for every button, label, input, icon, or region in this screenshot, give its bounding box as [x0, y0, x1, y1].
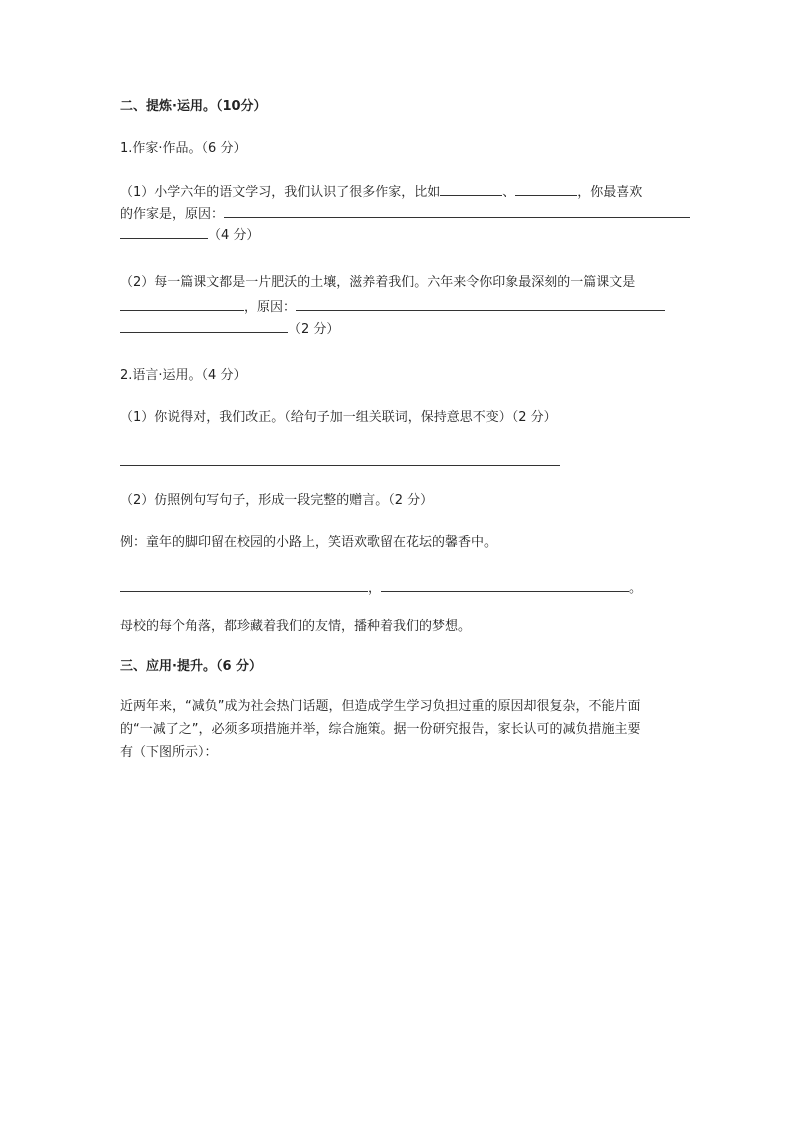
question-1-1-text: （1）小学六年的语文学习，我们认识了很多作家，比如 [120, 185, 441, 200]
imitation-answer-line [120, 577, 642, 598]
question-2-title: 2.语言·运用。（4 分） [120, 368, 247, 383]
question-1-1-line-1 [120, 181, 642, 202]
question-1-title: 1.作家·作品。（6 分） [120, 141, 247, 156]
separator: 、 [502, 185, 516, 200]
question-1-1-score: （4 分） [208, 228, 260, 243]
answer-blank-imitation-1[interactable] [120, 577, 368, 592]
section-3-paragraph-line-2: 的“一减了之”，必须多项措施并举，综合施策。据一份研究报告，家长认可的减负措施主要 [120, 722, 641, 737]
closing-sentence: 母校的每个角落，都珍藏着我们的友情，播种着我们的梦想。 [120, 619, 472, 634]
question-1-2-line-1: （2）每一篇课文都是一片肥沃的土壤，滋养着我们。六年来令你印象最深刻的一篇课文是 [120, 275, 636, 290]
answer-blank-author-2[interactable] [515, 181, 577, 196]
answer-blank-reason-2[interactable] [296, 296, 665, 311]
question-1-2-score: （2 分） [288, 322, 340, 337]
question-1-2-line-3 [120, 318, 339, 339]
answer-blank-imitation-2[interactable] [381, 577, 629, 592]
section-3-heading: 三、应用·提升。（6 分） [120, 659, 263, 674]
question-1-1-line-2 [120, 203, 690, 224]
question-1-2-text-2: ，原因： [244, 300, 297, 315]
question-2-2-text: （2）仿照例句写句子，形成一段完整的赠言。（2 分） [120, 493, 434, 508]
question-2-1-text: （1）你说得对，我们改正。（给句子加一组关联词，保持意思不变）（2 分） [120, 410, 557, 425]
period: 。 [629, 581, 643, 596]
answer-line-rewrite[interactable] [120, 465, 560, 466]
answer-blank-reason-1[interactable] [224, 203, 690, 218]
question-1-1-text-end: ，你最喜欢 [577, 185, 643, 200]
section-3-paragraph-line-3: 有（下图所示）： [120, 745, 218, 760]
question-1-1-text-2: 的作家是，原因： [120, 207, 225, 222]
section-3-paragraph-line-1: 近两年来，“减负”成为社会热门话题，但造成学生学习负担过重的原因却很复杂，不能片面 [120, 699, 641, 714]
example-sentence: 例：童年的脚印留在校园的小路上，笑语欢歌留在花坛的馨香中。 [120, 535, 498, 550]
comma: ， [368, 581, 382, 596]
answer-blank-reason-2-cont[interactable] [120, 318, 288, 333]
answer-blank-lesson[interactable] [120, 296, 244, 311]
question-1-1-line-3 [120, 224, 259, 245]
question-1-2-line-2 [120, 296, 665, 317]
answer-blank-reason-1-cont[interactable] [120, 224, 208, 239]
answer-blank-author-1[interactable] [440, 181, 502, 196]
section-2-heading: 二、提炼·运用。（10分） [120, 99, 267, 114]
